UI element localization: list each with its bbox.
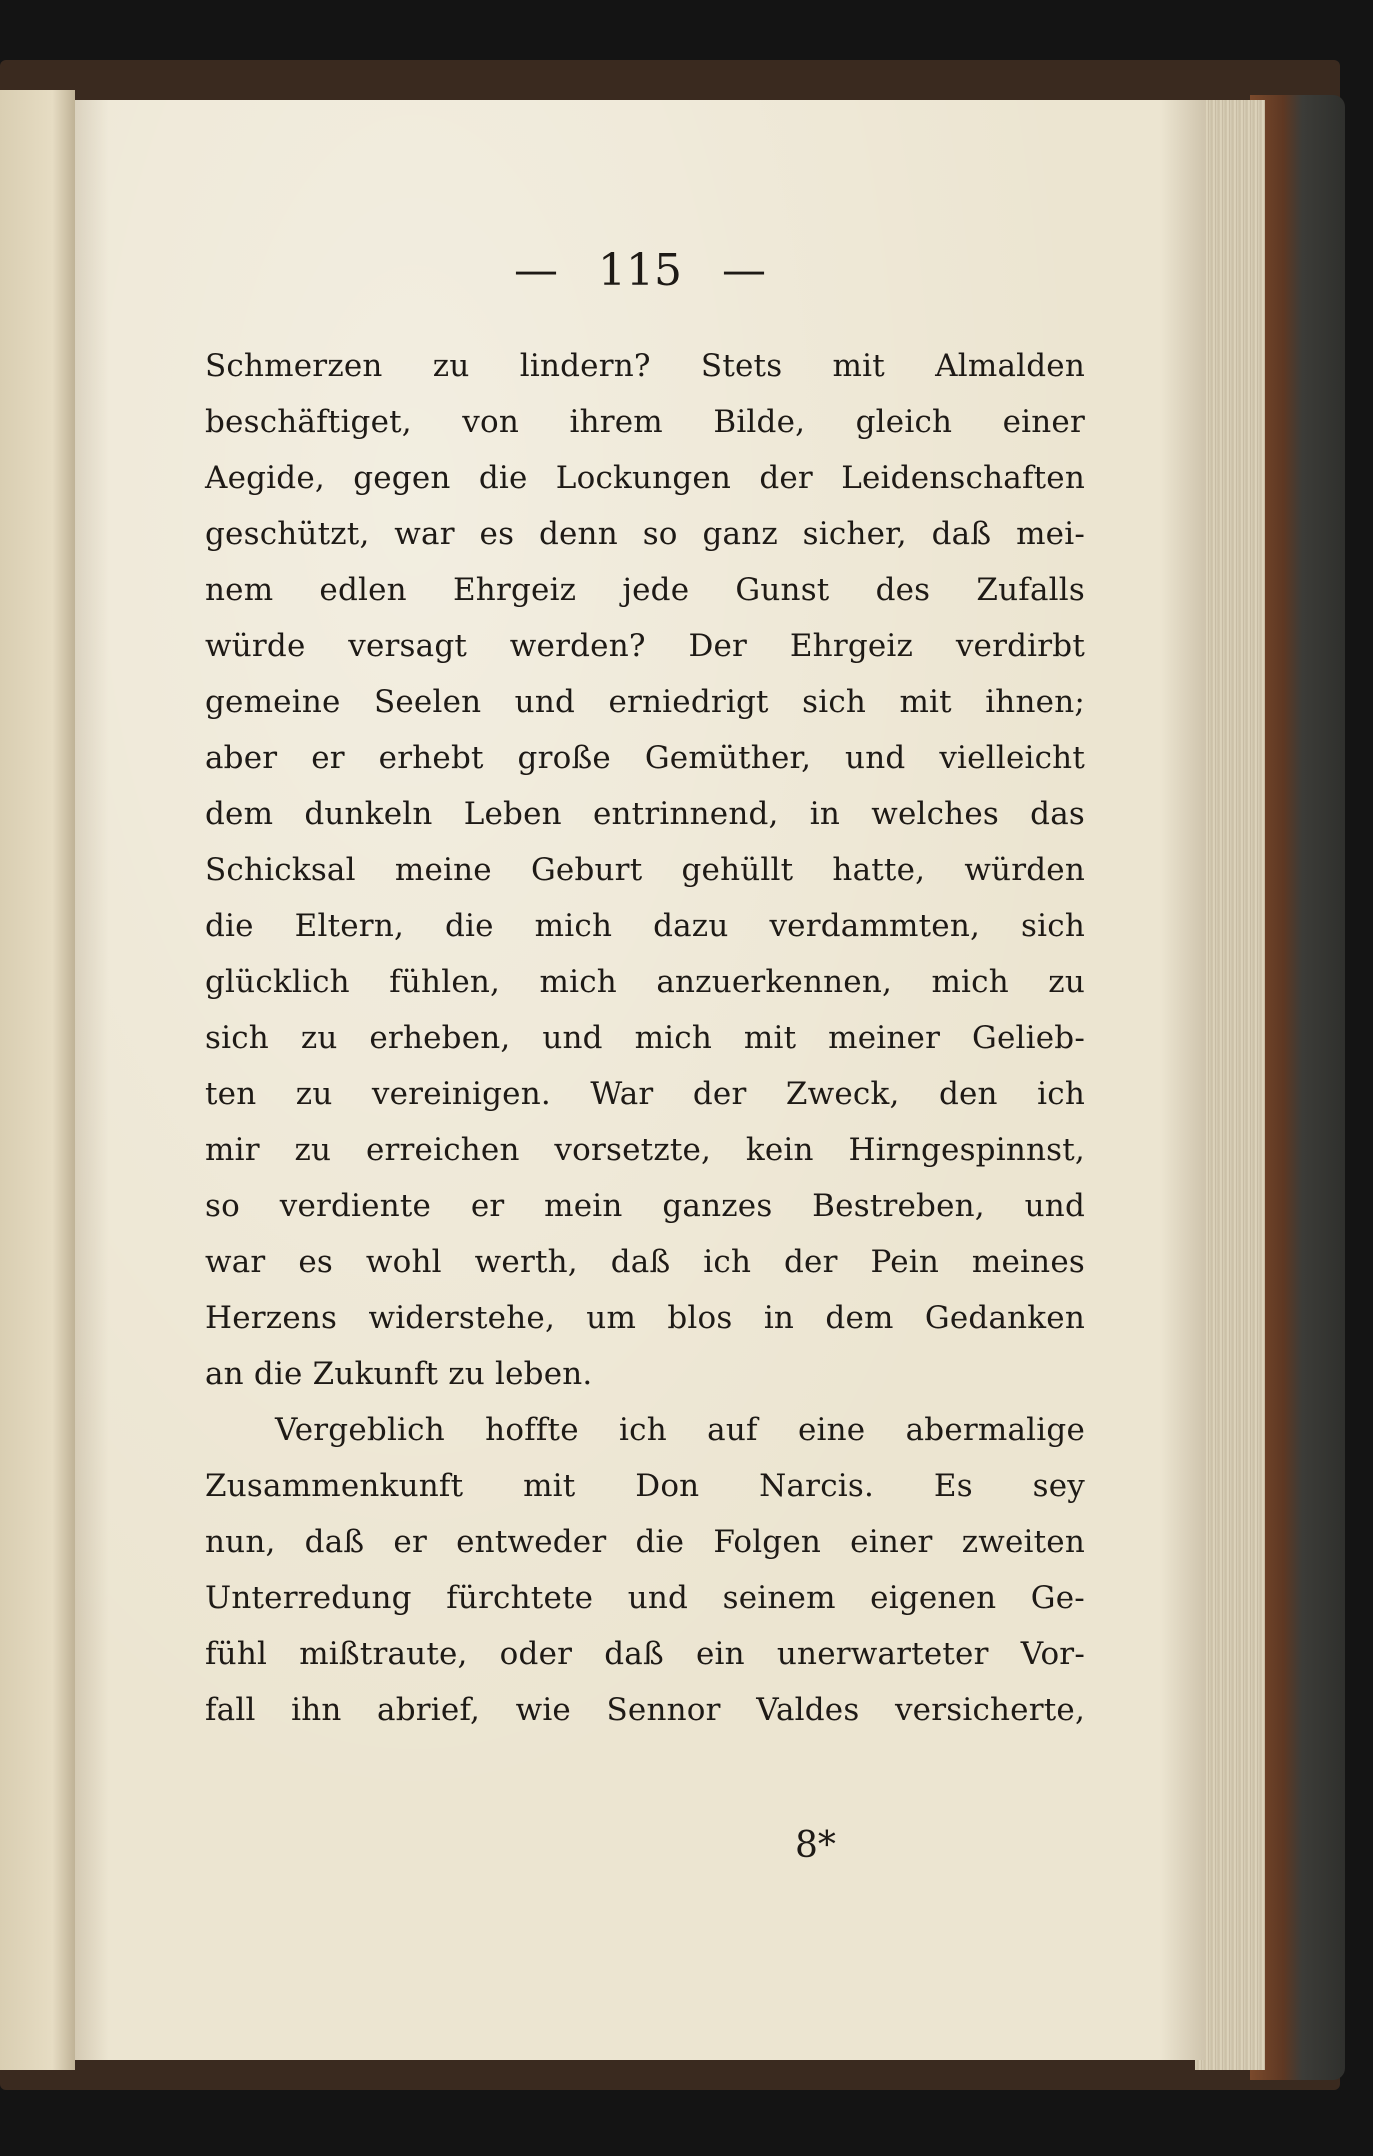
- text-line: glücklich fühlen, mich anzuerkennen, mich zu: [205, 964, 1085, 1000]
- page-block-edge: [1195, 100, 1265, 2070]
- text-line: fühl mißtraute, oder daß ein unerwarteter Vor-: [205, 1636, 1085, 1672]
- text-line: beschäftiget, von ihrem Bilde, gleich einer: [205, 404, 1085, 440]
- text-line: aber er erhebt große Gemüther, und vielleicht: [205, 740, 1085, 776]
- text-line: würde versagt werden? Der Ehrgeiz verdirbt: [205, 628, 1085, 664]
- page-header: [75, 245, 1205, 296]
- text-line: nem edlen Ehrgeiz jede Gunst des Zufalls: [205, 572, 1085, 608]
- text-line: Schmerzen zu lindern? Stets mit Almalden: [205, 348, 1085, 384]
- text-line: Unterredung fürchtete und seinem eigenen Ge-: [205, 1580, 1085, 1616]
- text-line: die Eltern, die mich dazu verdammten, sich: [205, 908, 1085, 944]
- header-dash-right: —: [721, 245, 766, 296]
- printer-signature-mark: 8*: [795, 1825, 836, 1866]
- body-text: [205, 338, 1085, 1738]
- text-line: gemeine Seelen und erniedrigt sich mit ihnen;: [205, 684, 1085, 720]
- text-line: so verdiente er mein ganzes Bestreben, und: [205, 1188, 1085, 1224]
- text-line: geschützt, war es denn so ganz sicher, daß mei-: [205, 516, 1085, 552]
- text-line: Aegide, gegen die Lockungen der Leidenschaften: [205, 460, 1085, 496]
- page-number: 115: [598, 245, 682, 296]
- text-line: ten zu vereinigen. War der Zweck, den ich: [205, 1076, 1085, 1112]
- left-page-edge: [0, 90, 75, 2070]
- text-line: Vergeblich hoffte ich auf eine abermalige: [275, 1412, 1085, 1448]
- text-line: mir zu erreichen vorsetzte, kein Hirngespinnst,: [205, 1132, 1085, 1168]
- text-line: dem dunkeln Leben entrinnend, in welches das: [205, 796, 1085, 832]
- text-line: sich zu erheben, und mich mit meiner Gelieb-: [205, 1020, 1085, 1056]
- header-dash-left: —: [514, 245, 558, 296]
- text-line: an die Zukunft zu leben.: [205, 1356, 593, 1392]
- text-line: fall ihn abrief, wie Sennor Valdes versicherte,: [205, 1692, 1085, 1728]
- text-line: nun, daß er entweder die Folgen einer zweiten: [205, 1524, 1085, 1560]
- text-line: war es wohl werth, daß ich der Pein meines: [205, 1244, 1085, 1280]
- text-line: Schicksal meine Geburt gehüllt hatte, würden: [205, 852, 1085, 888]
- book-page: [75, 100, 1205, 2060]
- text-line: Herzens widerstehe, um blos in dem Gedanken: [205, 1300, 1085, 1336]
- text-line: Zusammenkunft mit Don Narcis. Es sey: [205, 1468, 1085, 1504]
